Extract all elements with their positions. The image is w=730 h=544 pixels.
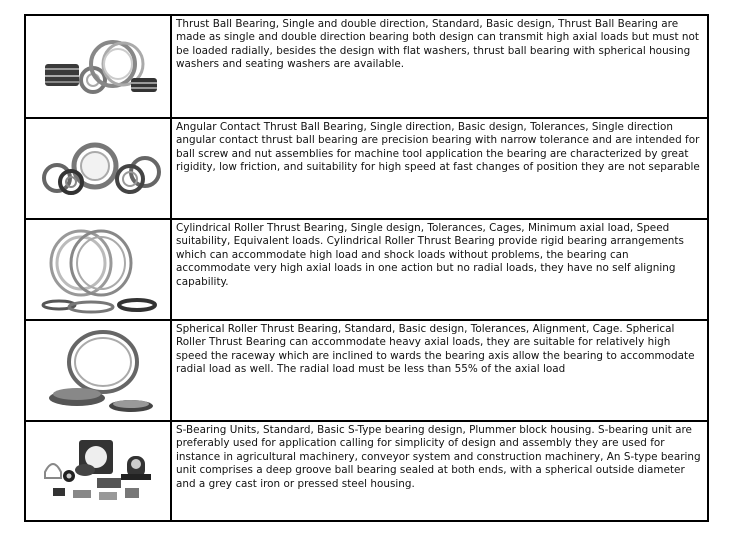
table-row xyxy=(26,117,707,219)
table-row xyxy=(26,420,707,520)
thrust-ball-bearing-image xyxy=(33,32,163,102)
s-bearing-units-image xyxy=(33,436,163,506)
description-cell: Thrust Ball Bearing, Single and double direction, Standard, Basic design, Thrust Ball Bearing are made as single and double direction bearing both design can transmit high axial loads but must not be loaded radially, besides the design with flat washers, thrust ball bearing with spherical housing washers and seating washers are available. xyxy=(176,18,699,71)
image-cell xyxy=(26,220,172,320)
table-row xyxy=(26,319,707,421)
table-row xyxy=(26,16,707,118)
image-cell xyxy=(26,321,172,421)
cylindrical-roller-thrust-bearing-image xyxy=(33,225,163,315)
description-cell: Angular Contact Thrust Ball Bearing, Single direction, Basic design, Tolerances, Single direction angular contact thrust ball bearing are precision bearing with narrow tolerance and are intended for ball screw and nut assemblies for machine tool application the bearing are characterized by great rigidity, low friction, and suitability for high speed at fast changes of position they are not separable xyxy=(176,121,700,174)
image-cell xyxy=(26,422,172,520)
image-cell xyxy=(26,119,172,219)
description-cell: S-Bearing Units, Standard, Basic S-Type bearing design, Plummer block housing. S-bearing unit are preferably used for application calling for simplicity of design and assembly they are used for instance in agricultural machinery, conveyor system and construction machinery, An S-type bearing unit comprises a deep groove ball bearing sealed at both ends, with a spherical outside diameter and a grey cast iron or pressed steel housing. xyxy=(176,424,701,490)
description-cell: Cylindrical Roller Thrust Bearing, Single design, Tolerances, Cages, Minimum axial load, Speed suitability, Equivalent loads. Cylindrical Roller Thrust Bearing provide rigid bearing arrangements which can accommodate high load and shock loads without problems, the bearing can accommodate very high axial loads in one action but no radial loads, they have no self aligning capability. xyxy=(176,222,684,288)
angular-contact-thrust-ball-bearing-image xyxy=(33,134,163,204)
image-cell xyxy=(26,16,172,118)
spherical-roller-thrust-bearing-image xyxy=(33,326,163,416)
bearing-table xyxy=(24,14,709,522)
table-row xyxy=(26,218,707,320)
description-cell: Spherical Roller Thrust Bearing, Standard, Basic design, Tolerances, Alignment, Cage. Spherical Roller Thrust Bearing can accommodate heavy axial loads, they are suitable for relatively high speed the raceway which are inclined to wards the bearing axis allow the bearing to accommodate radial load as well. The radial load must be less than 55% of the axial load xyxy=(176,323,695,376)
